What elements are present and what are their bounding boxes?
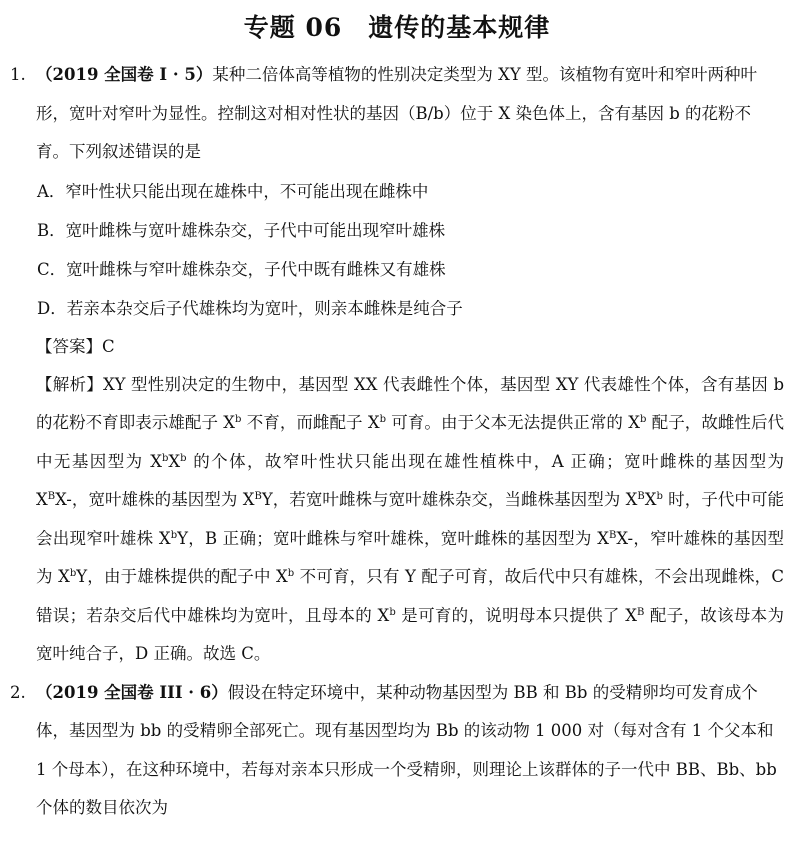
title-topic-name: 遗传的基本规律	[368, 13, 551, 42]
page-title	[10, 10, 784, 46]
option-b: B．宽叶雌株与宽叶雄株杂交，子代中可能出现窄叶雄株	[37, 220, 446, 240]
question-stem: （2019 全国卷 I · 5）某种二倍体高等植物的性别决定类型为 XY 型。该植物有宽叶和窄叶两种叶形，宽叶对窄叶为显性。控制这对相对性状的基因（B/b）位于 X 染色体上，含有基因 b 的花粉不育。下列叙述错误的是	[36, 65, 757, 161]
question-source: （2019 全国卷 I · 5）	[36, 65, 213, 84]
answer-line: 【答案】C	[36, 336, 115, 356]
question-number: 2.	[10, 682, 26, 702]
analysis-paragraph: 【解析】XY 型性别决定的生物中，基因型 XX 代表雌性个体，基因型 XY 代表雄性个体，含有基因 b 的花粉不育即表示雄配子 $X^b$ 不育，而雌配子 $X^b$ 可育。由于父本无法提供正常的 $X^b$ 配子，故雌性后代中无基因型为 $X^bX^b$ 的个体，故窄叶性状只能出现在雄性植株中，A 正确；宽叶雌株的基因型为 $X^BX-$，宽叶雄株的基因型为 $X^BY$，若宽叶雌株与宽叶雄株杂交，当雌株基因型为 $X^BX^b$ 时，子代中可能会出现窄叶雄株 $X^bY$，B 正确；宽叶雌株与窄叶雄株，宽叶雌株的基因型为 $X^BX-$，窄叶雄株的基因型为 $X^bY$，由于雄株提供的配子中 $X^b$ 不可育，只有 Y 配子可育，故后代中只有雄株，不会出现雌株，C 错误；若杂交后代中雄株均为宽叶，且母本的 $X^b$ 是可育的，说明母本只提供了 $X^B$ 配子，故该母本为宽叶纯合子，D 正确。故选 C。	[36, 374, 785, 663]
question-1	[10, 56, 784, 172]
question-source: （2019 全国卷 III · 6）	[36, 682, 228, 702]
option-a: A．窄叶性状只能出现在雄株中，不可能出现在雌株中	[37, 181, 429, 201]
option-c: C．宽叶雌株与窄叶雄株杂交，子代中既有雌株又有雄株	[37, 259, 446, 279]
question-2	[10, 674, 784, 828]
title-topic-number: 专题 06	[243, 13, 343, 42]
option-d: D．若亲本杂交后子代雄株均为宽叶，则亲本雌株是纯合子	[37, 298, 463, 318]
question-number: 1.	[10, 65, 26, 84]
question-stem: （2019 全国卷 III · 6）假设在特定环境中，某种动物基因型为 BB 和 Bb 的受精卵均可发育成个体，基因型为 bb 的受精卵全部死亡。现有基因型均为 Bb 的该动物 1 000 对（每对含有 1 个父本和 1 个母本），在这种环境中，若每对亲本只形成一个受精卵，则理论上该群体的子一代中 BB、Bb、bb 个体的数目依次为	[36, 682, 777, 817]
